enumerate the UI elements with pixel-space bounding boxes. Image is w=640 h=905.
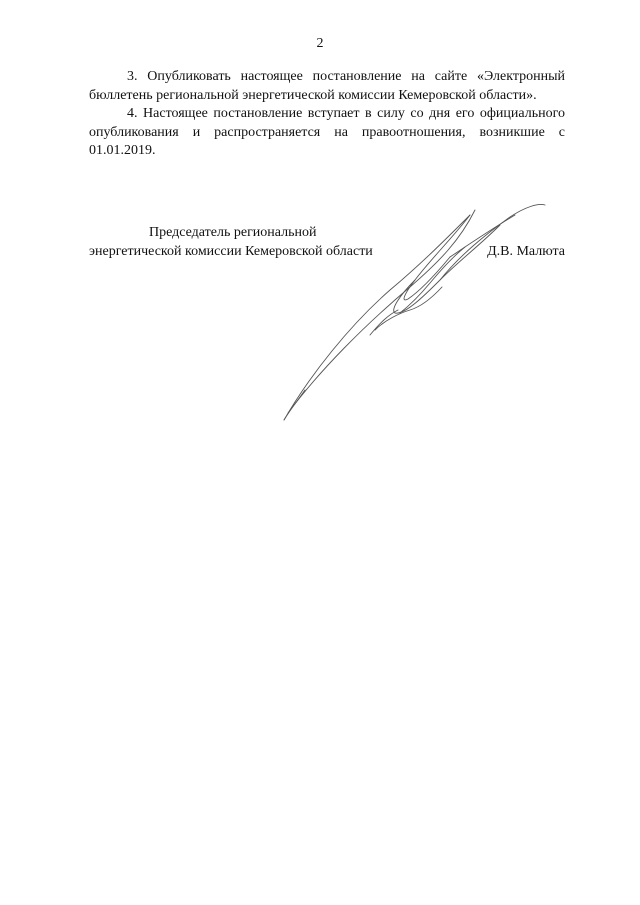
page-number: 2 (316, 36, 324, 51)
signature-block (89, 224, 565, 261)
paragraph-3: 3. Опубликовать настоящее постановление на сайте «Электронный бюллетень региональной энергетической комиссии Кемеровской области». (89, 69, 565, 103)
paragraph-4: 4. Настоящее постановление вступает в силу со дня его официального опубликования и распространяется на правоотношения, возникшие с 01.01.2019. (89, 106, 565, 158)
signer-position-line1: Председатель региональной (149, 225, 317, 240)
signer-position-line2: энергетической комиссии Кемеровской области (89, 243, 373, 259)
document-body (89, 68, 565, 161)
signer-name: Д.В. Малюта (487, 243, 565, 259)
